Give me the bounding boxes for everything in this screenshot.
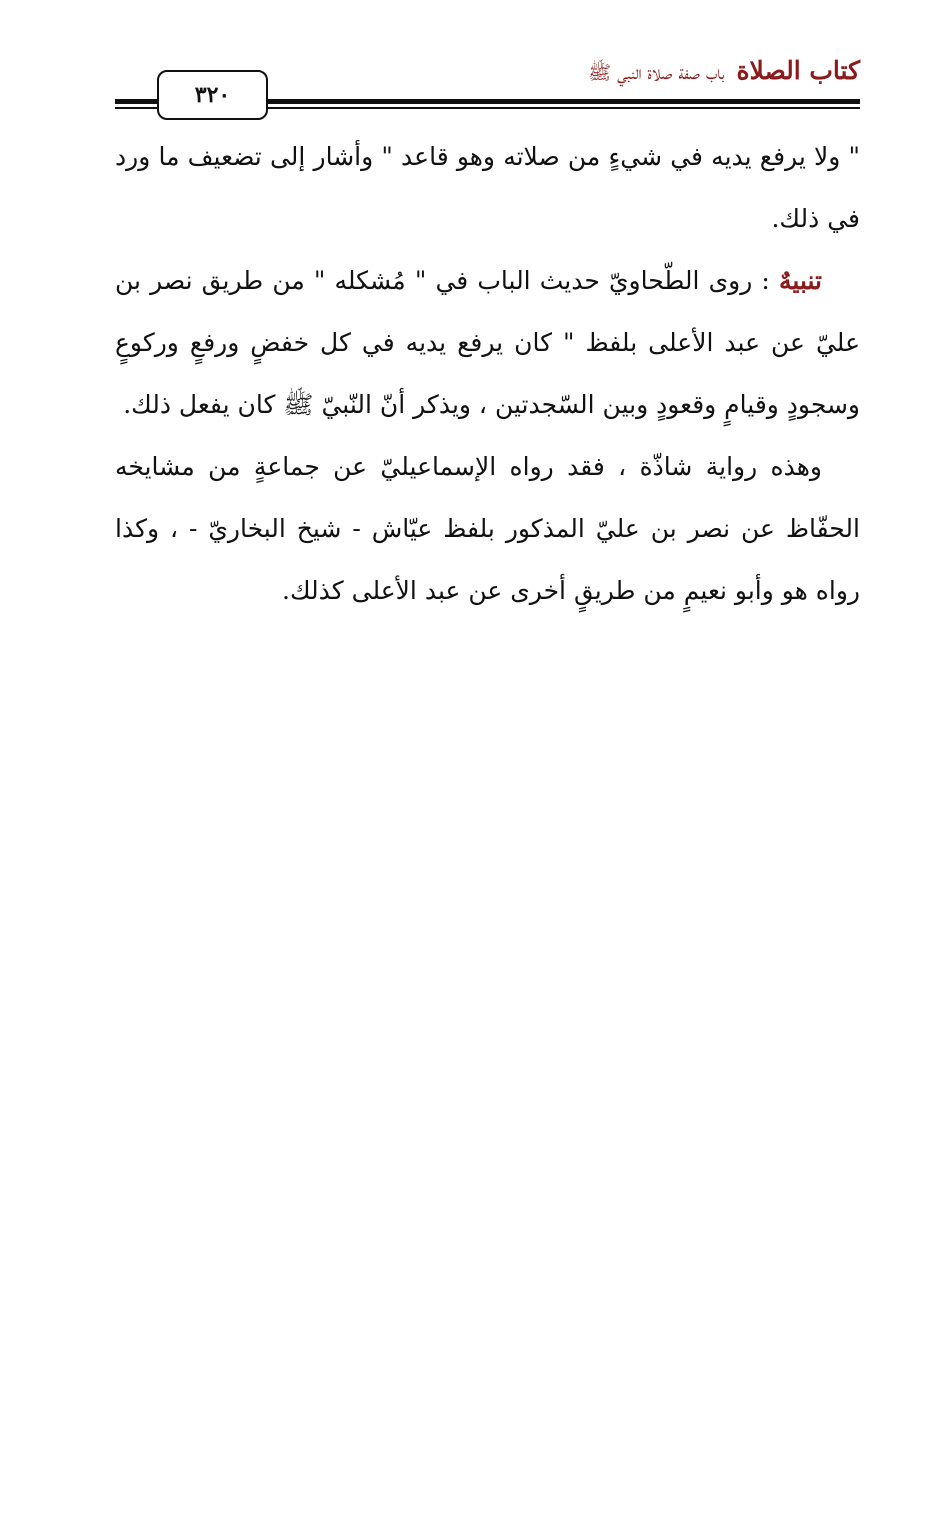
book-title: كتاب الصلاة [736, 56, 860, 85]
chapter-title: باب صفة صلاة النبي ﷺ [588, 62, 725, 84]
page-header [115, 52, 860, 122]
page-body [115, 126, 860, 622]
paragraph-1: " ولا يرفع يديه في شيءٍ من صلاته وهو قاعد " وأشار إلى تضعيف ما ورد في ذلك. [115, 142, 860, 233]
running-title [588, 56, 860, 88]
page-number: ٣٢٠ [157, 70, 268, 120]
paragraph-2-text: : روى الطّحاويّ حديث الباب في " مُشكله " من طريق نصر بن عليّ عن عبد الأعلى بلفظ " كان يرفع يديه في كل خفضٍ ورفعٍ وركوعٍ وسجودٍ وقيامٍ وقعودٍ وبين السّجدتين ، ويذكر أنّ النّبيّ ﷺ كان يفعل ذلك. [115, 266, 860, 419]
note-label: تنبيهٌ [779, 266, 822, 295]
paragraph-3: وهذه رواية شاذّة ، فقد رواه الإسماعيليّ عن جماعةٍ من مشايخه الحفّاظ عن نصر بن عليّ المذكور بلفظ عيّاش - شيخ البخاريّ - ، وكذا رواه هو وأبو نعيمٍ من طريقٍ أخرى عن عبد الأعلى كذلك. [115, 452, 860, 605]
paragraph-2 [115, 250, 860, 436]
